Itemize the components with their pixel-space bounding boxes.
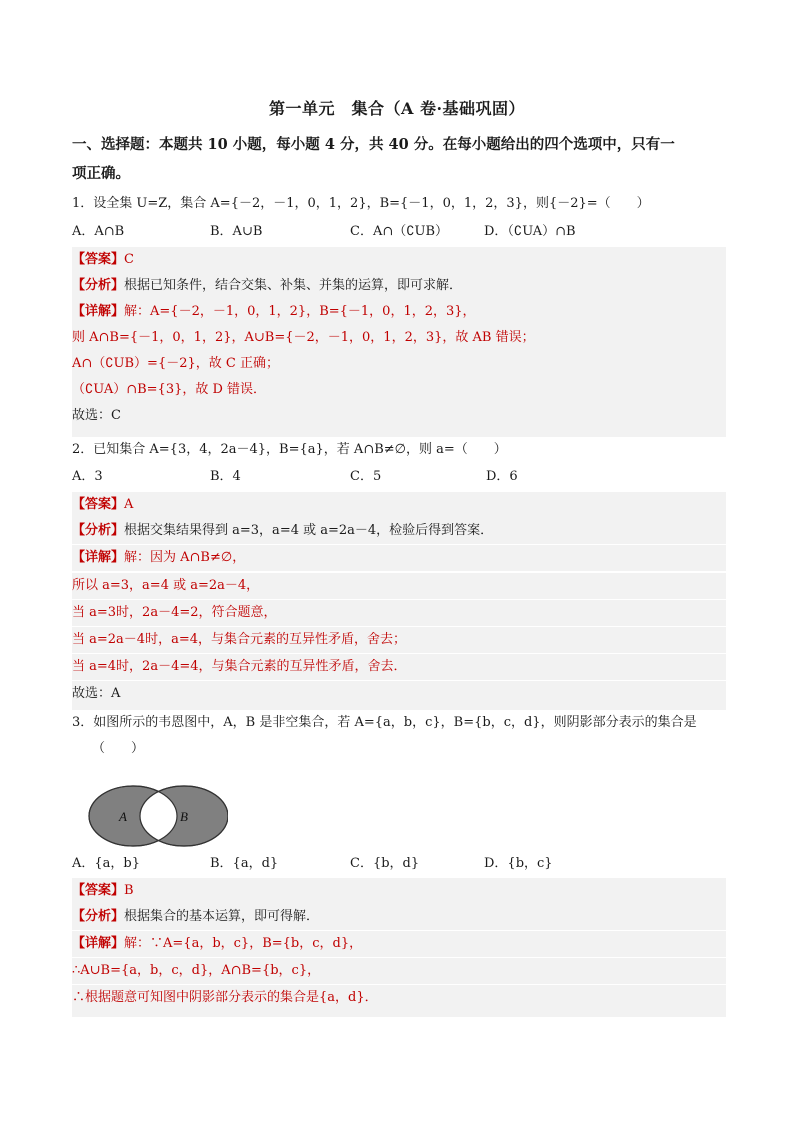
q1-analysis: 【分析】根据已知条件，结合交集、补集、并集的运算，即可求解． — [72, 273, 726, 299]
q2-option-a: A．3 — [72, 469, 103, 484]
q1-detail-3: A∩（∁UB）={－2}，故 C 正确； — [72, 351, 726, 377]
q1-answer: 【答案】C — [72, 247, 726, 273]
q1-option-a: A．A∩B — [72, 224, 125, 239]
section-line-2: 项正确。 — [72, 165, 130, 182]
q2-answer: 【答案】A — [72, 492, 726, 518]
q1-detail-4: （∁UA）∩B={3}，故 D 错误． — [72, 377, 726, 403]
q2-option-d: D．6 — [486, 469, 518, 484]
q3-answer: 【答案】B — [72, 878, 726, 904]
q3-option-a: A．{a，b} — [72, 856, 141, 871]
q1-stem: 1．设全集 U=Z，集合 A={－2，－1，0，1，2}，B={－1，0，1，2，3}，则{－2}=（ ） — [72, 196, 650, 211]
q3-detail-1: 【详解】解：∵A={a，b，c}，B={b，c，d}， — [72, 931, 726, 957]
q3-option-d: D．{b，c} — [484, 856, 553, 871]
section-line-1: 一、选择题：本题共 10 小题，每小题 4 分，共 40 分。在每小题给出的四个选项中，只有一 — [72, 136, 675, 153]
q3-detail-2: ∴A∪B={a，b，c，d}，A∩B={b，c}， — [72, 958, 726, 984]
q2-analysis: 【分析】根据交集结果得到 a=3，a=4 或 a=2a－4，检验后得到答案． — [72, 518, 726, 544]
q2-stem: 2．已知集合 A={3，4，2a－4}，B={a}，若 A∩B≠∅，则 a=（ ） — [72, 442, 507, 457]
q2-option-b: B．4 — [210, 469, 241, 484]
q1-detail-5: 故选：C — [72, 403, 726, 437]
q2-detail-6: 故选：A — [72, 681, 726, 710]
q1-option-d: D．（∁UA）∩B — [484, 224, 576, 239]
page-title: 第一单元 集合（A 卷·基础巩固） — [268, 99, 526, 118]
q3-option-c: C．{b，d} — [350, 856, 420, 871]
q2-option-c: C．5 — [350, 469, 382, 484]
q2-detail-3: 当 a=3时，2a－4=2，符合题意， — [72, 600, 726, 626]
q3-detail-3: ∴根据题意可知图中阴影部分表示的集合是{a，d}． — [72, 985, 726, 1017]
q3-analysis: 【分析】根据集合的基本运算，即可得解． — [72, 904, 726, 930]
q1-option-b: B．A∪B — [210, 224, 263, 239]
q1-option-c: C．A∩（∁UB） — [350, 224, 449, 239]
q1-detail-2: 则 A∩B={－1，0，1，2}，A∪B={－2，－1，0，1，2，3}，故 AB 错误； — [72, 325, 726, 351]
q3-option-b: B．{a，d} — [210, 856, 279, 871]
section-header — [72, 130, 726, 188]
q2-detail-5: 当 a=4时，2a－4=4，与集合元素的互异性矛盾，舍去． — [72, 654, 726, 680]
q3-stem-1: 3．如图所示的韦恩图中，A，B 是非空集合，若 A={a，b，c}，B={b，c，d}，则阴影部分表示的集合是 — [72, 715, 697, 730]
q2-detail-1: 【详解】解：因为 A∩B≠∅， — [72, 545, 726, 571]
q1-detail-1: 【详解】解：A={－2，－1，0，1，2}，B={－1，0，1，2，3}， — [72, 299, 726, 325]
q3-stem-2: （ ） — [92, 741, 145, 756]
q2-detail-4: 当 a=2a－4时，a=4，与集合元素的互异性矛盾，舍去； — [72, 627, 726, 653]
q2-detail-2: 所以 a=3，a=4 或 a=2a－4， — [72, 573, 726, 599]
venn-diagram — [88, 784, 228, 850]
venn-label-b: B — [180, 809, 188, 824]
venn-label-a: A — [119, 809, 127, 824]
